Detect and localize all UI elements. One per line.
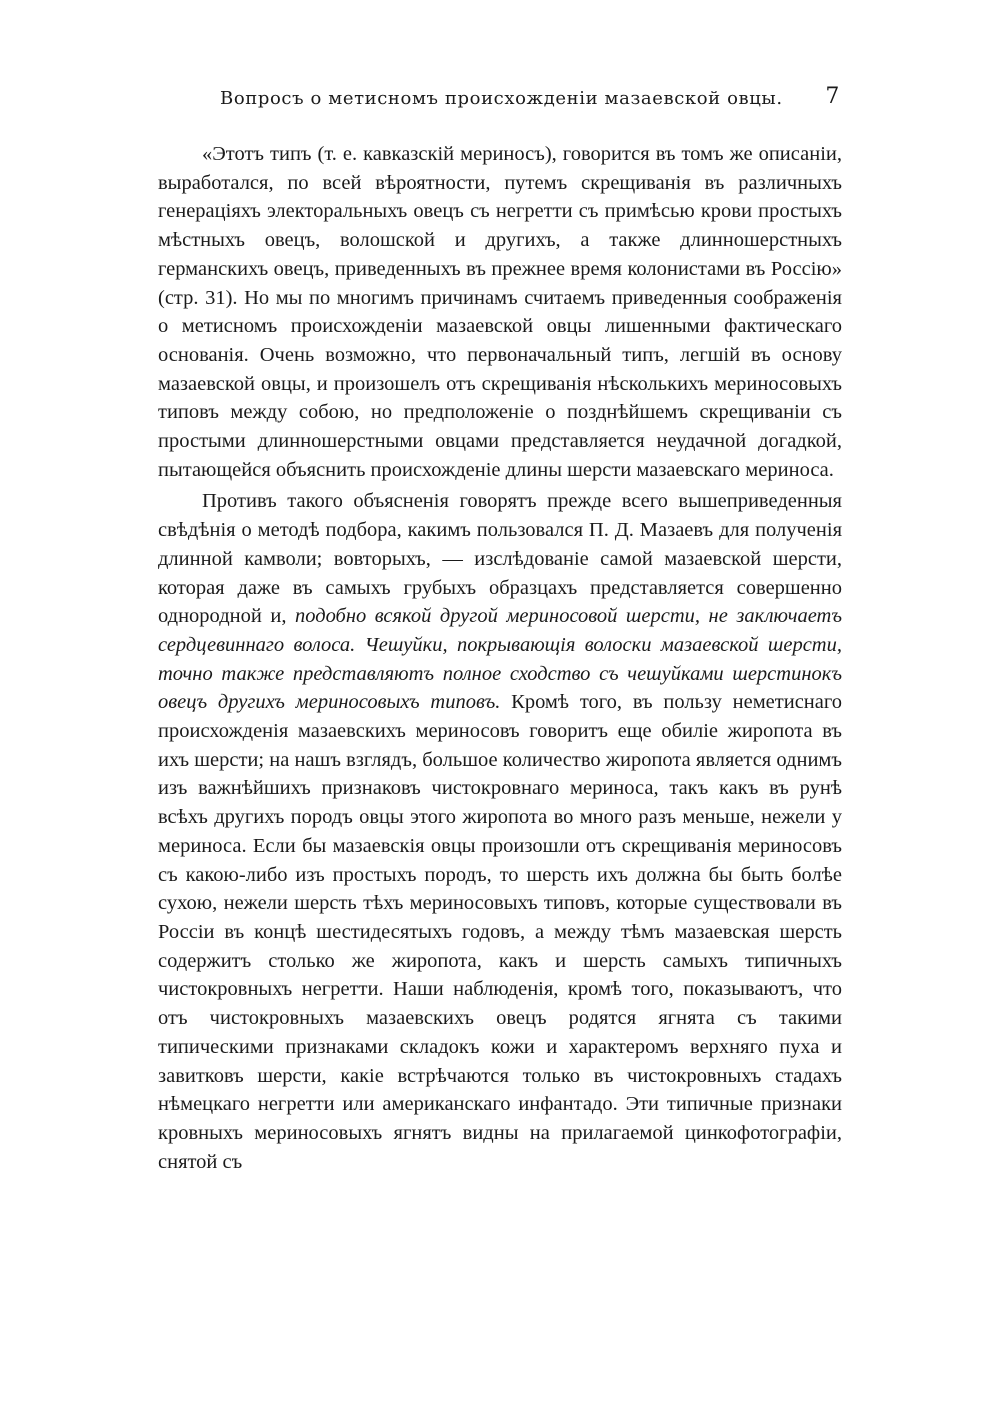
running-header <box>220 84 840 118</box>
paragraph-2-start: Противъ такого объясненія говорятъ прежде всего вышеприведенныя свѣдѣнія о методѣ подбора, какимъ пользовался П. Д. Мазаевъ для полученія длинной камволи; вовторыхъ, — изслѣдованіе самой мазаевской шерсти, которая даже въ самыхъ грубыхъ образцахъ представляется совершенно однородной и, <box>158 490 842 628</box>
paragraph-2-end: Кромѣ того, въ пользу неметиснаго происхожденія мазаевскихъ мериносовъ говоритъ еще обиліе жиропота въ ихъ шерсти; на нашъ взглядъ, большое количество жиропота является однимъ изъ важнѣйшихъ признаковъ чистокровнаго мериноса, такъ какъ въ рунѣ всѣхъ другихъ породъ овцы этого жиропота во много разъ меньше, нежели у мериноса. Если бы мазаевскія овцы произошли отъ скрещиванія мериносовъ съ какою-либо изъ простыхъ породъ, то шерсть ихъ должна бы быть болѣе сухою, нежели шерсть тѣхъ мериносовыхъ типовъ, которые существовали въ Россіи въ концѣ шестидесятыхъ годовъ, а между тѣмъ мазаевская шерсть содержитъ столько же жиропота, какъ и шерсть самыхъ типичныхъ чистокровныхъ негретти. Наши наблюденія, кромѣ того, показываютъ, что отъ чистокровныхъ мазаевскихъ овецъ родятся ягнята съ такими типическими признаками складокъ кожи и характеромъ верхняго пуха и завитковъ шерсти, какіе встрѣчаются только въ чистокровныхъ стадахъ нѣмецкаго негретти или американскаго инфантадо. Эти типичные признаки кровныхъ мериносовыхъ ягнятъ видны на прилагаемой цинкофотографіи, снятой съ <box>158 691 843 1173</box>
paragraph-2 <box>158 487 842 1176</box>
running-title: Вопросъ о метисномъ происхожденіи мазаевской овцы. <box>220 88 783 109</box>
paragraph-1: «Этотъ типъ (т. е. кавказскій мериносъ), говорится въ томъ же описаніи, выработался, по всей вѣроятности, путемъ скрещиванія въ различныхъ генераціяхъ электоральныхъ овецъ съ негретти съ примѣсью крови простыхъ мѣстныхъ овецъ, волошской и другихъ, а также длинношерстныхъ германскихъ овецъ, приведенныхъ въ прежнее время колонистами въ Россію» (стр. 31). Но мы по многимъ причинамъ считаемъ приведенныя соображенія о метисномъ происхожденіи мазаевской овцы лишенными фактическаго основанія. Очень возможно, что первоначальный типъ, легшій въ основу мазаевской овцы, и произошелъ отъ скрещиванія нѣсколькихъ мериносовыхъ типовъ между собою, но предположеніе о позднѣйшемъ скрещиваніи съ простыми длинношерстными овцами представляется неудачной догадкой, пытающейся объяснить происхожденіе длины шерсти мазаевскаго мериноса. <box>158 143 842 481</box>
page-number: 7 <box>825 84 840 109</box>
paragraph-2-italic: подобно всякой другой мериносовой шерсти, не заключаетъ сердцевиннаго волоса. Чешуйки, покрывающія волоски мазаевской шерсти, точно также представляютъ полное сходство съ чешуйками шерстинокъ овецъ другихъ мериносовыхъ типовъ. <box>158 605 842 714</box>
body-text <box>158 140 842 1176</box>
